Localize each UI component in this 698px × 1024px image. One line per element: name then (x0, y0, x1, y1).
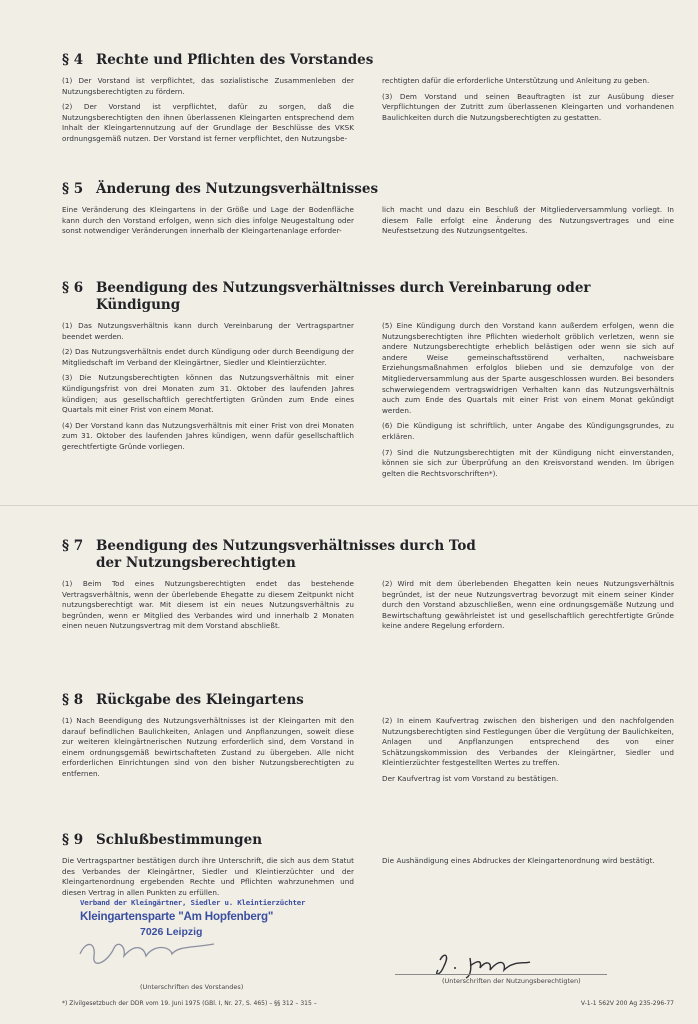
paragraph: (2) In einem Kaufvertrag zwischen den bisherigen und den nachfolgenden Nutzungsberechtigten sind Festlegungen über die Vergütung der Baulichkeiten, Anlagen und Anpflanzungen entsprechend des von einer Schätzungskommission des Verbandes der Kleingärtner, Siedler und Kleintierzüchter festgestellten Wertes zu treffen. (382, 716, 674, 768)
signature-line (395, 974, 607, 975)
paragraph: Der Kaufvertrag ist vom Vorstand zu bestätigen. (382, 773, 559, 783)
right-column (382, 205, 674, 242)
paragraph: (1) Das Nutzungsverhältnis kann durch Vereinbarung der Vertragspartner beendet werden. (62, 321, 354, 341)
right-column (382, 579, 674, 637)
section-6 (62, 280, 674, 484)
paragraph: (1) Der Vorstand ist verpflichtet, das sozialistische Zusammenleben der Nutzungsberechtigten zu fördern. (62, 76, 354, 96)
section-heading (62, 280, 674, 314)
paragraph: lich macht und dazu ein Beschluß der Mitgliederversammlung vorliegt. In diesem Falle erfolgt eine Änderung des Nutzungsvertrages und eine Neufestsetzung des Nutzungsentgeltes. (382, 205, 674, 236)
left-column (62, 856, 354, 903)
section-title: Änderung des Nutzungsverhältnisses (96, 181, 379, 197)
paragraph: (1) Nach Beendigung des Nutzungsverhältnisses ist der Kleingarten mit den darauf befindlichen Baulichkeiten, Anlagen und Anpflanzungen, soweit diese zur weiteren kleingärtnerischen Nutzung erforderlich sind, dem Vorstand in einem ordnungsgemäß bewirtschafteten Zustand zu übergeben. Alle nicht erforderlichen Einrichtungen sind von den bisher Nutzungsberechtigten zu entfernen. (62, 716, 354, 778)
paragraph: Eine Veränderung des Kleingartens in der Größe und Lage der Bodenfläche kann durch den Vorstand erfolgen, wenn sich dies infolge Neugestaltung oder sonst notwendiger Veränderungen innerhalb der Kleingartenanlage erforder- (62, 205, 354, 236)
right-column (382, 856, 674, 903)
section-title: Schlußbestimmungen (96, 832, 263, 848)
section-number: § 8 (62, 692, 84, 708)
section-number: § 9 (62, 832, 84, 848)
left-column (62, 321, 354, 484)
section-heading (62, 538, 674, 572)
section-heading (62, 832, 674, 849)
paragraph: Die Vertragspartner bestätigen durch ihre Unterschrift, die sich aus dem Statut des Verbandes der Kleingärtner, Siedler und Kleintierzüchter und der Kleingartenordnung ergebenden Rechte und Pflichten wahrzunehmen und diesen Vertrag in allen Punkten zu erfüllen. (62, 856, 354, 897)
section-7 (62, 538, 674, 637)
section-9 (62, 832, 674, 903)
left-column (62, 579, 354, 637)
right-column (382, 716, 674, 790)
paragraph: (6) Die Kündigung ist schriftlich, unter Angabe des Kündigungsgrundes, zu erklären. (382, 421, 674, 441)
footnote-text: *) Zivilgesetzbuch der DDR vom 19. Juni 1975 (GBl. I, Nr. 27, S. 465) – §§ 312 – 315 – (62, 1000, 317, 1007)
section-number: § 7 (62, 538, 84, 554)
right-column (382, 321, 674, 484)
board-signature-caption: (Unterschriften des Vorstandes) (140, 983, 244, 991)
member-signature-caption: (Unterschriften der Nutzungsberechtigten) (442, 977, 581, 985)
organization-stamp (80, 898, 310, 994)
paragraph: (2) Das Nutzungsverhältnis endet durch Kündigung oder durch Beendigung der Mitgliedschaft im Verband der Kleingärtner, Siedler und Kleintierzüchter. (62, 347, 354, 367)
board-signature-icon (74, 936, 224, 966)
stamp-city: 7026 Leipzig (140, 926, 203, 938)
stamp-branch: Kleingartensparte "Am Hopfenberg" (80, 910, 274, 923)
paragraph: Die Aushändigung eines Abdruckes der Kleingartenordnung wird bestätigt. (382, 856, 655, 865)
section-number: § 4 (62, 52, 84, 68)
section-title: Beendigung des Nutzungsverhältnisses durch Tod der Nutzungsberechtigten (96, 538, 476, 571)
left-column (62, 716, 354, 790)
paper-fold (0, 505, 698, 506)
paragraph: (4) Der Vorstand kann das Nutzungsverhältnis mit einer Frist von drei Monaten zum 31. Oktober des laufenden Jahres kündigen, wenn dafür gesellschaftlich gerechtfertigte Gründe vorliegen. (62, 420, 354, 451)
section-heading (62, 692, 674, 709)
section-title: Beendigung des Nutzungsverhältnisses durch Vereinbarung oder Kündigung (96, 280, 591, 313)
section-4 (62, 52, 674, 150)
right-column (382, 76, 674, 150)
left-column (62, 205, 354, 242)
section-heading (62, 181, 674, 198)
paragraph: (7) Sind die Nutzungsberechtigten mit der Kündigung nicht einverstanden, können sie sich zur Überprüfung an den Kreisvorstand wenden. Im übrigen gelten die Rechtsvorschriften*). (382, 447, 674, 478)
form-code: V-1-1 562V 200 Ag 235-296-77 (580, 1000, 674, 1007)
stamp-association: Verband der Kleingärtner, Siedler u. Kleintierzüchter (80, 898, 306, 907)
paragraph: (2) Wird mit dem überlebenden Ehegatten kein neues Nutzungsverhältnis begründet, ist der neue Nutzungsvertrag bevorzugt mit einem seiner Kinder durch den Vorstand abzuschließen, wenn eine ordnungsgemäße Nutzung und Bewirtschaftung gewährleistet ist und gesellschaftlich gerechtfertigte Gründe keine andere Regelung erfordern. (382, 579, 674, 631)
section-number: § 6 (62, 280, 84, 296)
section-title: Rechte und Pflichten des Vorstandes (96, 52, 374, 68)
section-8 (62, 692, 674, 790)
footer (62, 1000, 674, 1007)
paragraph: (1) Beim Tod eines Nutzungsberechtigten endet das bestehende Vertragsverhältnis, wenn der überlebende Ehegatte zu diesem Zeitpunkt nicht nutzungsberechtigt war. Mit diesem ist ein neues Nutzungsverhältnis zu begründen, wenn er Mitglied des Verbandes wird und innerhalb 2 Monaten einen neuen Nutzungsvertrag mit dem Vorstand abschließt. (62, 579, 354, 631)
paragraph: (2) Der Vorstand ist verpflichtet, dafür zu sorgen, daß die Nutzungsberechtigten den ihnen überlassenen Kleingarten entsprechend dem Inhalt der Kleingartennutzung auf der Grundlage der Beschlüsse des VKSK ordnungsgemäß nutzen. Der Vorstand ist ferner verpflichtet, den Nutzungsbe- (62, 102, 354, 143)
section-5 (62, 181, 674, 242)
section-number: § 5 (62, 181, 84, 197)
section-title: Rückgabe des Kleingartens (96, 692, 304, 708)
paragraph: (3) Dem Vorstand und seinen Beauftragten ist zur Ausübung dieser Verpflichtungen der Zutritt zum überlassenen Kleingarten und vorhandenen Baulichkeiten durch die Nutzungsberechtigten zu gestatten. (382, 91, 674, 122)
paragraph: (3) Die Nutzungsberechtigten können das Nutzungsverhältnis mit einer Kündigungsfrist von drei Monaten zum 31. Oktober des laufenden Jahres kündigen; aus gesellschaftlich gerechtfertigten Gründen zum Ende eines Quartals mit einer Frist von einem Monat. (62, 373, 354, 415)
paragraph: (5) Eine Kündigung durch den Vorstand kann außerdem erfolgen, wenn die Nutzungsberechtigten ihre Pflichten wiederholt gröblich verletzen, wenn sie andere Nutzungsberechtigte erheblich belästigen oder wenn sie sich auf andere Weise gemeinschaftsstörend verhalten, nachweisbare Erziehungsmaßnahmen erfolglos blieben und sie demzufolge von der Mitgliederversammlung aus der Sparte ausgeschlossen wurden. Bei besonders schwerwiegendem vertragswidrigen Verhalten kann das Nutzungsverhältnis auch zum Ende des Quartals mit einer Frist von einem Monat gekündigt werden. (382, 321, 674, 415)
section-heading (62, 52, 674, 69)
left-column (62, 76, 354, 150)
paragraph: rechtigten dafür die erforderliche Unterstützung und Anleitung zu geben. (382, 76, 650, 85)
